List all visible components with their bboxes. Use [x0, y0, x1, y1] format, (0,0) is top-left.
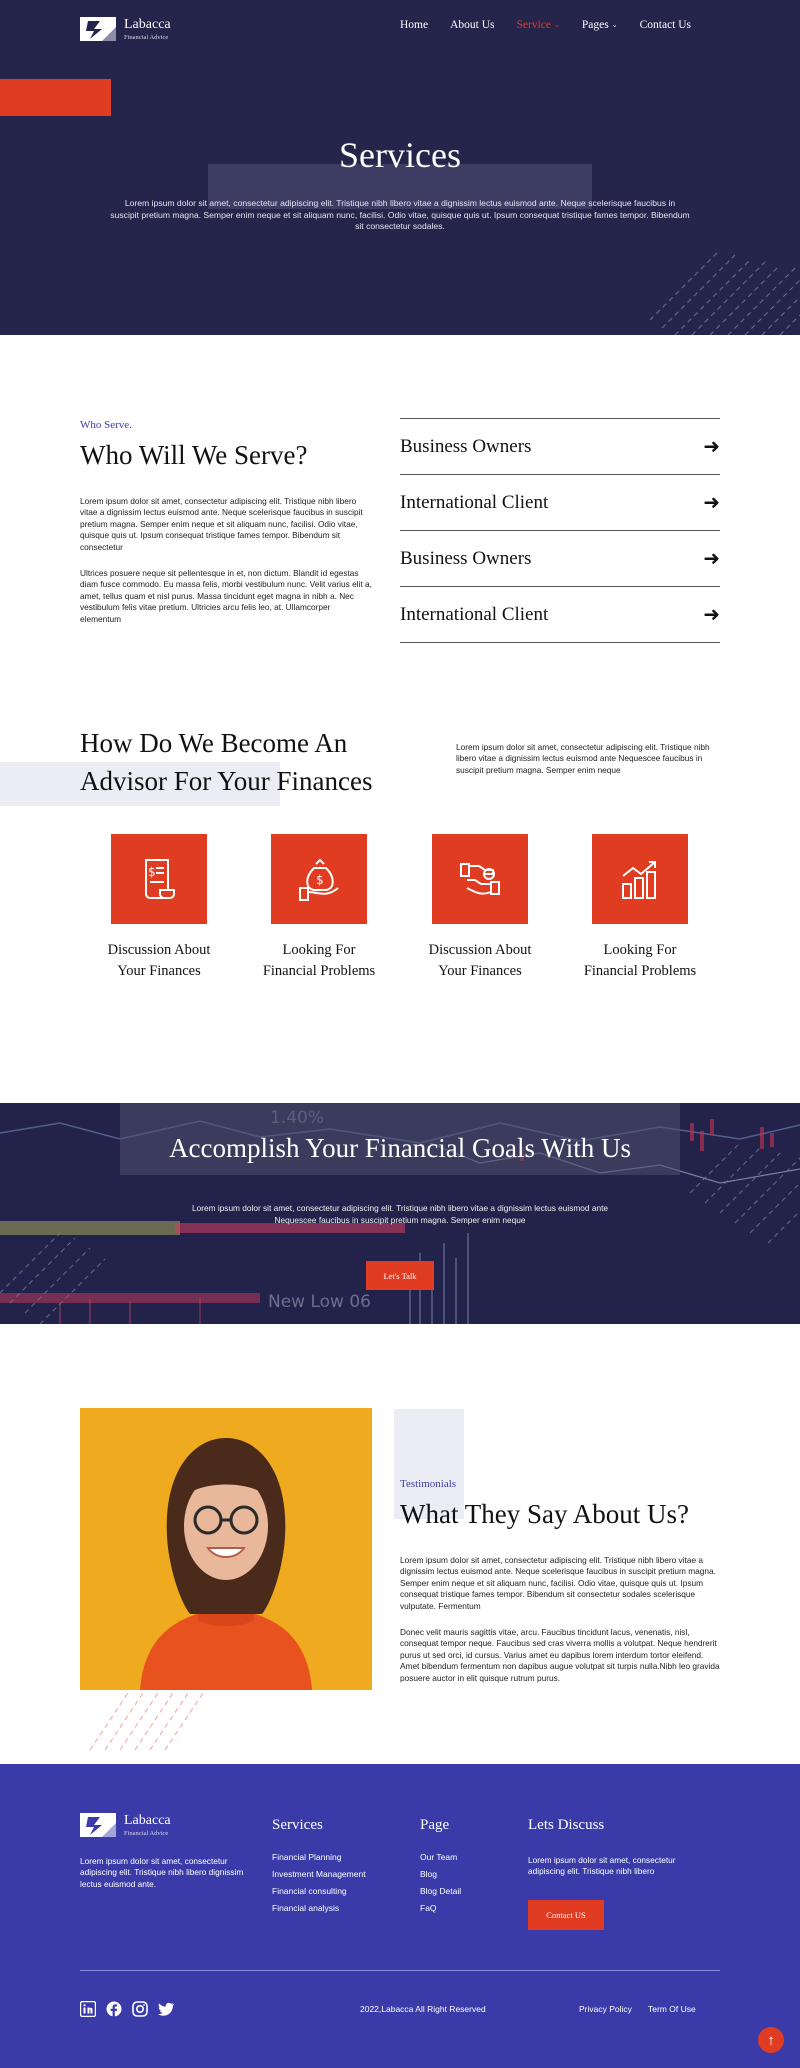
arrow-right-icon: ➜	[703, 492, 720, 514]
footer-logo[interactable]	[80, 1813, 171, 1837]
money-bag-hand-icon	[294, 854, 344, 904]
hatch-decoration	[650, 240, 800, 335]
privacy-policy-link[interactable]: Privacy Policy	[579, 2004, 632, 2014]
feature-caption-line-1: Discussion About	[107, 942, 211, 958]
twitter-icon[interactable]	[158, 2001, 174, 2017]
feature-caption	[400, 940, 560, 981]
footer-link[interactable]: FaQ	[420, 1903, 437, 1913]
nav-home[interactable]: Home	[400, 19, 429, 31]
footer-link[interactable]: Our Team	[420, 1852, 458, 1862]
document-dollar-icon	[134, 854, 184, 904]
logo-mark-icon	[80, 17, 116, 41]
brand-name: Labacca	[124, 16, 171, 32]
feature-caption-line-1: Looking For	[282, 942, 356, 958]
footer-page-title: Page	[420, 1817, 450, 1833]
feature-icon-box	[111, 834, 207, 924]
terms-link[interactable]: Term Of Use	[648, 2004, 696, 2014]
feature-card[interactable]	[560, 834, 720, 981]
service-label: Business Owners	[400, 435, 532, 457]
service-item[interactable]	[400, 587, 720, 643]
footer	[0, 1764, 800, 2068]
footer-divider	[80, 1970, 720, 1971]
feature-caption-line-1: Discussion About	[428, 942, 532, 958]
footer-link[interactable]: Financial Planning	[272, 1852, 342, 1862]
testimonial-paragraph-2: Donec velit mauris sagittis vitae, arcu. Faucibus tincidunt lacus, venenatis, nisl, consequat tempor neque. Faucibus sed cras viverra mollis a volutpat. Neque hendrerit purus ut sed orci, id cursus. Varius amet eu dapibus lorem interdum tortor eleifend. Amet bibendum fermentum non dapibus augue volutpat sit turpis nulla.Nibh leo gravida posuere auctor in elit quisque rutrum purus.	[400, 1627, 720, 1683]
feature-caption	[79, 940, 239, 981]
footer-discuss-title: Lets Discuss	[528, 1817, 605, 1833]
who-paragraph-1: Lorem ipsum dolor sit amet, consectetur adipiscing elit. Tristique nibh libero vitae a dignissim lectus euismod ante. Neque scelerisque faucibus in suscipit pretium magna. Semper enim neque et sit aliquam nunc, facilisi. Odio vitae, quisque quis ut. Ipsum consequat tristique fames tempor. Bibendum sit consectetur	[80, 496, 363, 552]
feature-caption-line-2: Your Finances	[117, 962, 201, 979]
feature-icon-box	[592, 834, 688, 924]
nav-pages-label: Pages	[581, 19, 609, 31]
nav-about[interactable]: About Us	[450, 19, 495, 31]
cta-section	[0, 1103, 800, 1324]
who-kicker: Who Serve.	[80, 419, 132, 431]
feature-caption-line-2: Your Finances	[438, 962, 522, 979]
hatch-decoration	[80, 1690, 230, 1750]
who-title: Who Will We Serve?	[80, 440, 308, 470]
feature-caption-line-2: Financial Problems	[262, 962, 376, 979]
footer-link[interactable]: Financial analysis	[272, 1903, 340, 1913]
woman-portrait-image	[80, 1408, 372, 1690]
nav-pages[interactable]	[582, 19, 618, 31]
growth-chart-icon	[615, 854, 665, 904]
how-title	[80, 724, 400, 801]
feature-caption-line-2: Financial Problems	[583, 962, 697, 979]
cta-text: Lorem ipsum dolor sit amet, consectetur adipiscing elit. Tristique nibh libero vitae a dignissim lectus euismod ante Nequescee faucibus in suscipit pretium magna. Semper enim neque	[192, 1203, 608, 1225]
brand-tagline: Financial Advice	[124, 1829, 169, 1837]
footer-services-title: Services	[272, 1817, 323, 1833]
footer-link[interactable]: Blog	[420, 1869, 438, 1879]
footer-about: Lorem ipsum dolor sit amet, consectetur adipiscing elit. Tristique nibh libero dignissim lectus euismod ante.	[80, 1856, 244, 1889]
service-label: International Client	[400, 603, 549, 625]
nav-service-label: Service	[516, 19, 551, 31]
feature-caption-line-1: Looking For	[603, 942, 677, 958]
chevron-down-icon: ⌄	[611, 21, 618, 29]
lets-talk-button[interactable]: Let's Talk	[366, 1261, 434, 1290]
contact-us-button[interactable]: Contact US	[528, 1900, 604, 1930]
service-item[interactable]	[400, 475, 720, 531]
service-list	[400, 418, 720, 643]
feature-caption	[560, 940, 720, 981]
bg-new-low-label: New Low 06	[268, 1292, 371, 1312]
feature-caption	[239, 940, 399, 981]
feature-card[interactable]	[400, 834, 560, 981]
svg-text:$: $	[316, 873, 324, 887]
footer-link[interactable]: Financial consulting	[272, 1886, 347, 1896]
feature-card[interactable]	[79, 834, 239, 981]
service-label: Business Owners	[400, 547, 532, 569]
arrow-right-icon: ➜	[703, 436, 720, 458]
feature-icon-box	[271, 834, 367, 924]
cta-title: Accomplish Your Financial Goals With Us	[169, 1133, 631, 1163]
page-title: Services	[339, 135, 461, 175]
hero-section	[0, 0, 800, 335]
how-title-line-2: Advisor For Your Finances	[80, 766, 373, 797]
handshake-coin-icon	[455, 854, 505, 904]
scroll-to-top-icon[interactable]: ↑	[758, 2027, 784, 2053]
main-nav	[400, 19, 691, 31]
linkedin-icon[interactable]	[80, 2001, 96, 2017]
testimonial-title: What They Say About Us?	[400, 1499, 689, 1529]
instagram-icon[interactable]	[132, 2001, 148, 2017]
how-title-line-1: How Do We Become An	[80, 728, 348, 758]
footer-link[interactable]: Investment Management	[272, 1869, 366, 1879]
testimonial-kicker: Testimonials	[400, 1478, 457, 1490]
testimonial-paragraph-1: Lorem ipsum dolor sit amet, consectetur adipiscing elit. Tristique nibh libero vitae a dignissim lectus euismod ante. Neque scelerisque faucibus in suscipit pretium magna. Semper enim neque et sit aliquam nunc, facilisi. Odio vitae, quisque quis ut. Ipsum consequat tristique fames tempor. Bibendum sit consectetur sodales scelerisque vulputate. Fermentum	[400, 1555, 716, 1611]
copyright: 2022,Labacca All Right Reserved	[360, 2004, 486, 2014]
nav-service[interactable]	[517, 19, 560, 31]
footer-link[interactable]: Blog Detail	[420, 1886, 462, 1896]
arrow-right-icon: ➜	[703, 548, 720, 570]
hero-text: Lorem ipsum dolor sit amet, consectetur adipiscing elit. Tristique nibh libero vitae a dignissim lectus euismod ante. Neque scelerisque faucibus in suscipit pretium magna. Semper enim neque et sit aliquam nunc, facilisi. Odio vitae, quisque quis ut. Ipsum consequat tristique fames tempor. Bibendum sit consectetur sodales.	[110, 198, 690, 232]
brand-tagline: Financial Advice	[124, 33, 169, 41]
logo[interactable]	[80, 17, 171, 41]
testimonial-photo	[80, 1408, 372, 1690]
nav-contact[interactable]: Contact Us	[639, 19, 692, 31]
service-item[interactable]	[400, 531, 720, 587]
how-text: Lorem ipsum dolor sit amet, consectetur adipiscing elit. Tristique nibh libero vitae a dignissim lectus euismod ante Nequescee faucibus in suscipit pretium magna. Semper enim neque	[456, 742, 710, 775]
svg-text:$: $	[148, 865, 156, 879]
logo-mark-icon	[80, 1813, 116, 1837]
accent-bar	[0, 79, 111, 116]
social-links	[80, 2001, 174, 2017]
footer-discuss-text: Lorem ipsum dolor sit amet, consectetur adipiscing elit. Tristique nibh libero	[528, 1855, 676, 1877]
facebook-icon[interactable]	[106, 2001, 122, 2017]
chevron-down-icon: ⌄	[554, 21, 560, 29]
service-item[interactable]	[400, 419, 720, 475]
brand-name: Labacca	[124, 1812, 171, 1828]
arrow-right-icon: ➜	[703, 604, 720, 626]
feature-icon-box	[432, 834, 528, 924]
who-paragraph-2: Ultrices posuere neque sit pellentesque in et, non dictum. Blandit id egestas diam fusce commodo. Eu massa felis, morbi vestibulum nunc. Velit varius elit a, amet, tellus quam et nisl purus. Massa tincidunt eget magna in nibh a. Nec vestibulum felis vitae pretium. Ultricies arcu felis leo, at. Ullamcorper elementum	[80, 568, 372, 624]
feature-card[interactable]	[239, 834, 399, 981]
service-label: International Client	[400, 491, 549, 513]
